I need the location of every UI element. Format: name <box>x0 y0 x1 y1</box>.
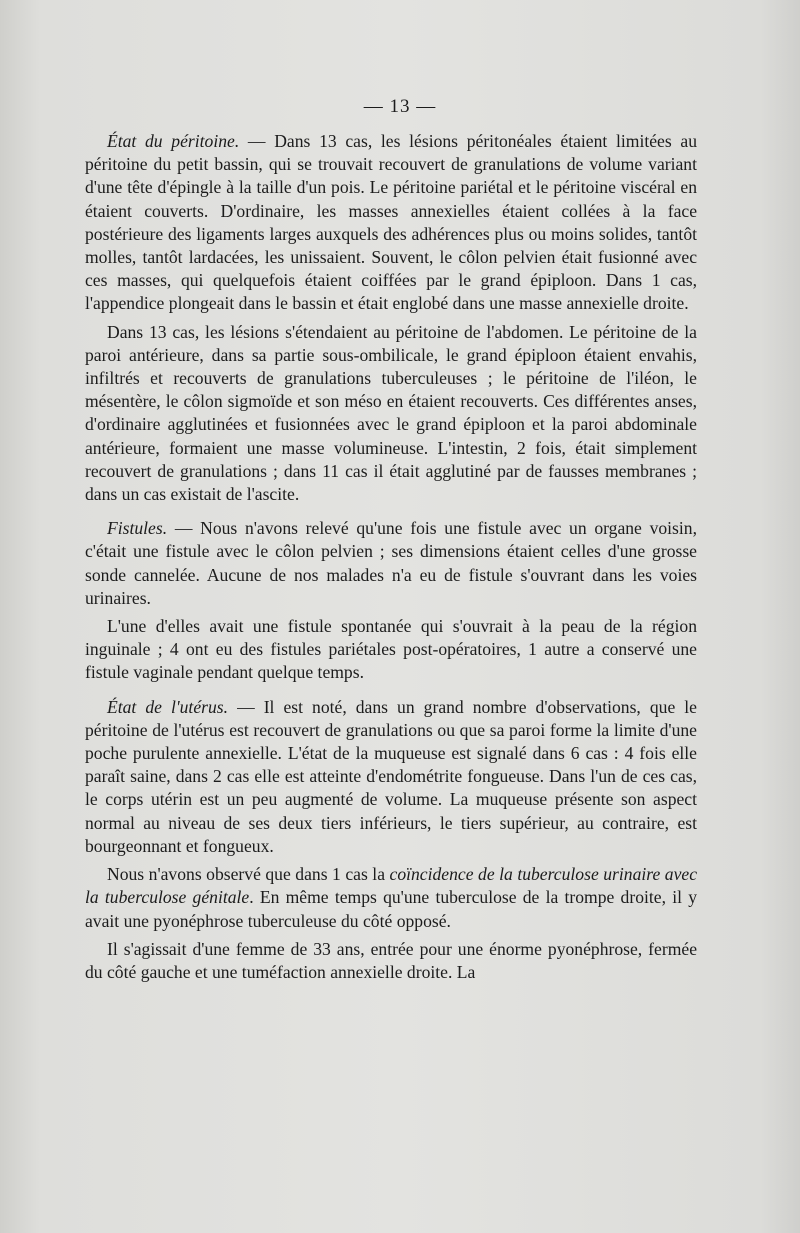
paragraph-text: — Nous n'avons relevé qu'une fois une fistule avec un organe voisin, c'était une fistule avec le côlon pelvien ; ses dimensions étaient celles d'une grosse sonde cannelée. Aucune de nos malades n'a eu de fistule s'ouvrant dans les voies urinaires. <box>85 518 697 608</box>
paragraph-text: Nous n'avons observé que dans 1 cas la <box>107 864 390 885</box>
section-heading-uterus: État de l'utérus. <box>107 696 229 717</box>
paragraph-patient-case <box>85 938 697 984</box>
paragraph-text: L'une d'elles avait une fistule spontanée qui s'ouvrait à la peau de la région inguinale ; 4 ont eu des fistules pariétales post-opératoires, 1 autre a conservé une fistule vaginale pendant quelque temps. <box>85 616 697 683</box>
paragraph-text: Il s'agissait d'une femme de 33 ans, entrée pour une énorme pyonéphrose, fermée du côté gauche et une tuméfaction annexielle droite. La <box>85 938 697 982</box>
italic-phrase: coïncidence de la tuberculose urinaire avec la tuberculose génitale <box>85 864 698 908</box>
body-text <box>85 130 697 984</box>
paragraph-uterus <box>85 696 697 858</box>
section-heading-peritoine: État du péritoine. <box>107 131 240 151</box>
paragraph-text: . En même temps qu'une tuberculose de la trompe droite, il y avait une pyonéphrose tuberculeuse du côté opposé. <box>85 887 697 931</box>
paragraph-abdomen <box>85 321 697 507</box>
paragraph-coincidence <box>85 863 697 933</box>
paragraph-text: — Il est noté, dans un grand nombre d'observations, que le péritoine de l'utérus est recouvert de granulations ou que sa paroi forme la limite d'une poche purulente annexielle. L'état de la muqueuse est signalé dans 6 cas : 4 fois elle paraît saine, dans 2 cas elle est atteinte d'endométrite fongueuse. Dans l'un de ces cas, le corps utérin est un peu augmenté de volume. La muqueuse présente son aspect normal au niveau de ses deux tiers inférieurs, le tiers supérieur, au contraire, est bourgeonnant et fongueux. <box>85 696 697 856</box>
section-heading-fistules: Fistules. <box>107 518 168 539</box>
paragraph-fistules <box>85 517 697 610</box>
paragraph-text: Dans 13 cas, les lésions s'étendaient au péritoine de l'abdomen. Le péritoine de la paroi antérieure, dans sa partie sous-ombilicale, le grand épiploon étaient envahis, infiltrés et recouverts de granulations tuberculeuses ; le péritoine de l'iléon, le mésentère, le côlon sigmoïde et son méso en étaient recouverts. Ces différentes anses, d'ordinaire agglutinées et fusionnées avec le grand épiploon et la paroi abdominale antérieure, formaient une masse volumineuse. L'intestin, 2 fois, était simplement recouvert de granulations ; dans 11 cas il était agglutiné par de fausses membranes ; dans un cas existait de l'ascite. <box>85 321 697 505</box>
paragraph-text: — Dans 13 cas, les lésions péritonéales étaient limitées au péritoine du petit bassin, qui se trouvait recouvert de granulations de volume variant d'une tête d'épingle à la taille d'un pois. Le péritoine pariétal et le péritoine viscéral en étaient couverts. D'ordinaire, les masses annexielles étaient collées à la face postérieure des ligaments larges auxquels des adhérences plus ou moins solides, tantôt molles, tantôt lardacées, les unissaient. Souvent, le côlon pelvien était fusionné avec ces masses, qui quelquefois étaient coiffées par le grand épiploon. Dans 1 cas, l'appendice plongeait dans le bassin et était englobé dans une masse annexielle droite. <box>85 131 697 314</box>
paragraph-peritoine <box>85 130 697 316</box>
paragraph-fistule-spontanee <box>85 615 697 685</box>
page-number: — 13 — <box>363 96 437 117</box>
